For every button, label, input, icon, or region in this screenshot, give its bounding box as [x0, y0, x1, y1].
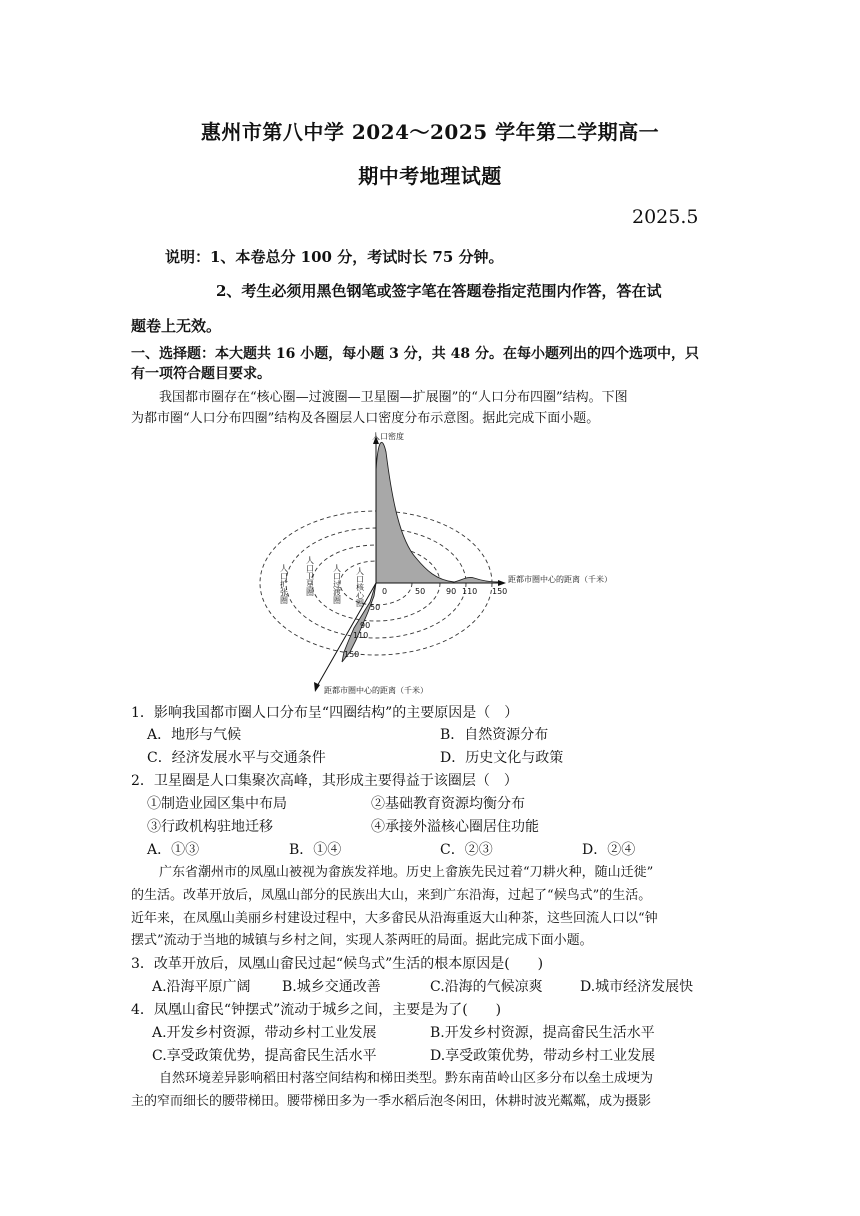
z-tick: 90	[360, 621, 371, 630]
passage-1-line-1: 我国都市圈存在“核心圈—过渡圈—卫星圈—扩展圈”的“人口分布四圈”结构。下图	[159, 390, 628, 405]
q1-option-d: D．历史文化与政策	[440, 750, 564, 766]
x-tick: 110	[462, 587, 478, 596]
ring-label-core: 人口核心圈	[355, 567, 365, 607]
section-header-cont: 有一项符合题目要求。	[131, 366, 271, 382]
ring-label-transition: 人口过渡圈	[332, 564, 342, 604]
q3-option-d: D.城市经济发展快	[580, 979, 694, 995]
q2-option-a: A．①③	[147, 842, 200, 858]
q2-option-d: D．②④	[582, 842, 636, 858]
x-tick: 0	[382, 587, 388, 596]
q1-option-b: B．自然资源分布	[440, 727, 549, 743]
x-tick: 150	[492, 587, 508, 596]
ring-label-satellite: 人口卫星圈	[305, 556, 315, 596]
passage-2-line-4: 摆式”流动于当地的城镇与乡村之间，实现人茶两旺的局面。据此完成下面小题。	[131, 933, 593, 948]
q3-stem: 3．改革开放后，凤凰山畲民过起“候鸟式”生活的根本原因是( )	[131, 956, 544, 972]
passage-2-line-3: 近年来，在凤凰山美丽乡村建设过程中，大多畲民从沿海重返大山种茶，这些回流人口以“钟	[131, 911, 658, 926]
exam-date: 2025.5	[632, 206, 699, 228]
q2-option-c: C．②③	[440, 842, 493, 858]
q4-option-b: B.开发乡村资源，提高畲民生活水平	[430, 1025, 655, 1041]
q2-statement-2: ②基础教育资源均衡分布	[371, 796, 525, 812]
density-curve-x	[376, 442, 498, 583]
passage-2-line-2: 的生活。改革开放后，凤凰山部分的民族出大山，来到广东沿海，过起了“候鸟式”的生活。	[131, 888, 652, 903]
q4-option-d: D.享受政策优势，带动乡村工业发展	[430, 1048, 656, 1064]
instruction-1: 说明：1、本卷总分 100 分，考试时长 75 分钟。	[165, 248, 504, 266]
z-tick: 50	[370, 603, 381, 612]
passage-3-line-1: 自然环境差异影响稻田村落空间结构和梯田类型。黔东南苗岭山区多分布以垒土成埂为	[159, 1071, 654, 1086]
q3-option-b: B.城乡交通改善	[282, 979, 381, 995]
x-tick: 90	[446, 587, 457, 596]
q3-option-c: C.沿海的气候凉爽	[430, 979, 543, 995]
population-ring-diagram	[258, 430, 638, 698]
q4-option-a: A.开发乡村资源，带动乡村工业发展	[152, 1025, 377, 1041]
q1-option-a: A．地形与气候	[147, 727, 242, 743]
x-tick: 50	[415, 587, 426, 596]
page-title: 惠州市第八中学 2024～2025 学年第二学期高一	[200, 120, 660, 144]
z-tick: 110	[353, 631, 369, 640]
y-axis-label: 人口密度	[372, 432, 404, 441]
passage-2-line-1: 广东省潮州市的凤凰山被视为畲族发祥地。历史上畲族先民过着“刀耕火种，随山迁徙”	[159, 865, 654, 880]
instruction-3: 题卷上无效。	[131, 317, 222, 335]
x-axis-label: 距都市圈中心的距离（千米）	[508, 575, 612, 584]
ring-label-expansion: 人口扩张圈	[279, 564, 289, 604]
q4-option-c: C.享受政策优势，提高畲民生活水平	[152, 1048, 377, 1064]
q1-option-c: C．经济发展水平与交通条件	[147, 750, 326, 766]
q2-statement-1: ①制造业园区集中布局	[147, 796, 287, 812]
page-subtitle: 期中考地理试题	[358, 164, 502, 188]
q2-statement-3: ③行政机构驻地迁移	[147, 819, 273, 835]
q1-stem: 1．影响我国都市圈人口分布呈“四圈结构”的主要原因是（ ）	[131, 705, 519, 721]
instruction-2: 2、考生必须用黑色钢笔或签字笔在答题卷指定范围内作答，答在试	[216, 282, 662, 300]
passage-1-line-2: 为都市圈“人口分布四圈”结构及各圈层人口密度分布示意图。据此完成下面小题。	[131, 411, 600, 426]
x-axis-arrow	[498, 580, 506, 586]
q2-option-b: B．①④	[289, 842, 342, 858]
passage-3-line-2: 主的窄而细长的腰带梯田。腰带梯田多为一季水稻后泡冬闲田，休耕时波光粼粼，成为摄影	[131, 1094, 652, 1109]
q4-stem: 4．凤凰山畲民“钟摆式”流动于城乡之间，主要是为了( )	[131, 1002, 502, 1018]
q3-option-a: A.沿海平原广阔	[152, 979, 251, 995]
z-tick: 150	[344, 650, 360, 659]
z-axis-label: 距都市圈中心的距离（千米）	[324, 686, 428, 695]
q2-stem: 2．卫星圈是人口集聚次高峰，其形成主要得益于该圈层（ ）	[131, 773, 518, 789]
section-header: 一、选择题：本大题共 16 小题，每小题 3 分，共 48 分。在每小题列出的四个选项中，只	[131, 346, 699, 362]
q2-statement-4: ④承接外溢核心圈居住功能	[371, 819, 539, 835]
